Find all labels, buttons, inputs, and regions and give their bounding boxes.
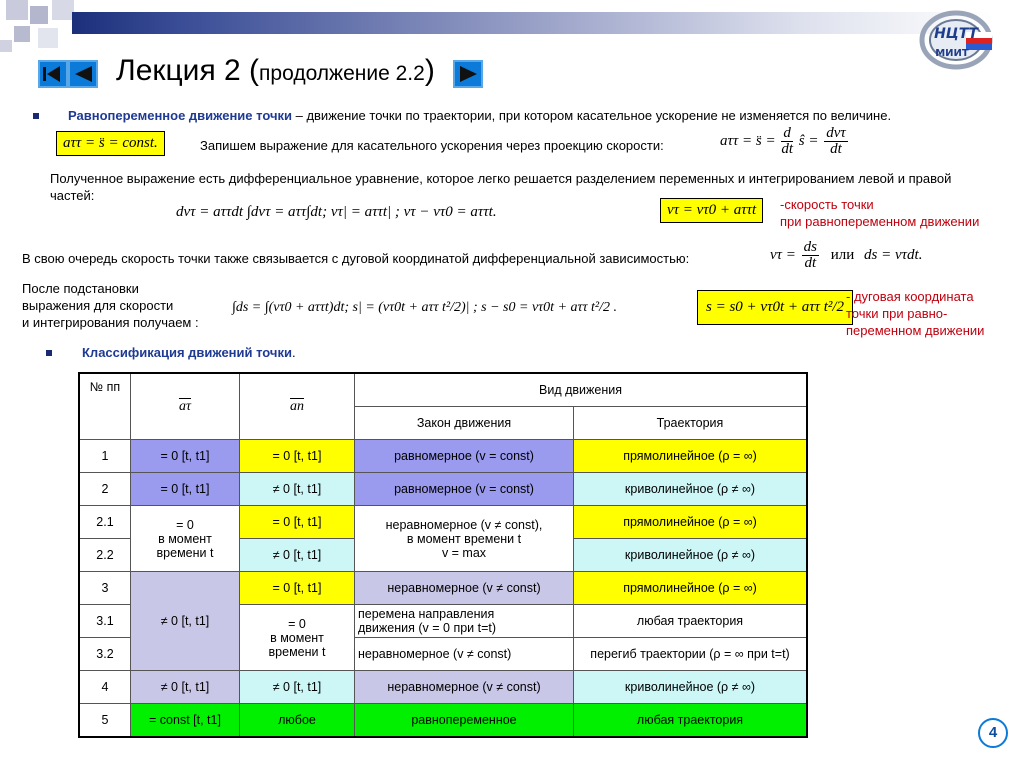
header-a-tau xyxy=(131,373,240,440)
formula-arc-lhs: vτ = xyxy=(770,246,796,263)
cell-a-n: любое xyxy=(240,704,355,738)
cell-trajectory: любая траектория xyxy=(574,704,808,738)
cell-a-tau: ≠ 0 [t, t1] xyxy=(131,671,240,704)
formula-substitution: ∫ds = ∫(vτ0 + aττt)dt; s| = (vτ0t + aττ t²/2)| ; s − s0 = vτ0t + aττ t²/2 . xyxy=(232,300,618,315)
header-a-tau-text: $\overline{a\tau}$ xyxy=(178,398,191,414)
cell-a-n: ≠ 0 [t, t1] xyxy=(240,473,355,506)
arrow-right-icon xyxy=(455,62,481,86)
title-close-paren: ) xyxy=(424,54,435,87)
frac-den-dt3: dt xyxy=(804,255,817,271)
cell-trajectory: криволинейное (ρ ≠ ∞) xyxy=(574,473,808,506)
cell-a-n: = 0 [t, t1] xyxy=(240,506,355,539)
bullet-marker-2 xyxy=(46,350,52,356)
cell-a-n: ≠ 0 [t, t1] xyxy=(240,671,355,704)
classification-title: Классификация движений точки xyxy=(82,345,292,360)
fraction-ds-dt xyxy=(802,240,819,271)
page-number: 4 xyxy=(978,718,1008,748)
formula-arc-or: или xyxy=(830,246,855,263)
title-open-paren: ( xyxy=(249,54,260,87)
cell-num: 3.1 xyxy=(79,605,131,638)
cell-trajectory: прямолинейное (ρ = ∞) xyxy=(574,572,808,605)
table-row xyxy=(79,506,807,539)
fraction-d-dt xyxy=(781,126,793,157)
logo xyxy=(916,8,996,72)
skip-back-icon xyxy=(40,62,66,86)
classification-table xyxy=(78,372,808,738)
cell-a-tau: = 0 в момент времени t xyxy=(131,506,240,572)
cell-a-n: = 0 [t, t1] xyxy=(240,572,355,605)
arc-coordinate-text: В свою очередь скорость точки также связывается с дуговой координатой дифференциальной зависимостью: xyxy=(22,251,690,266)
table-row xyxy=(79,671,807,704)
table-header-row xyxy=(79,373,807,407)
previous-slide-button[interactable] xyxy=(68,60,98,88)
bullet-definition xyxy=(68,107,988,124)
projection-text: Запишем выражение для касательного ускорения через проекцию скорости: xyxy=(200,138,664,153)
frac-den-dt2: dt xyxy=(830,141,842,157)
frac-den-dt: dt xyxy=(781,141,793,157)
header-num: № пп xyxy=(79,373,131,440)
substitution-text: После подстановки выражения для скорости и интегрирования получаем : xyxy=(22,281,199,330)
table-row xyxy=(79,572,807,605)
cell-trajectory: криволинейное (ρ ≠ ∞) xyxy=(574,671,808,704)
classification-title-tail: . xyxy=(291,345,296,360)
frac-num-ds: ds xyxy=(803,239,817,255)
cell-law: неравномерное (v ≠ const) xyxy=(355,671,574,704)
classification-heading xyxy=(82,344,296,361)
definition-term: Равнопеременное движение точки xyxy=(68,108,292,123)
cell-num: 1 xyxy=(79,440,131,473)
cell-law: равнопеременное xyxy=(355,704,574,738)
cell-trajectory: прямолинейное (ρ = ∞) xyxy=(574,440,808,473)
cell-law: равномерное (v = const) xyxy=(355,440,574,473)
cell-a-n: = 0 в момент времени t xyxy=(240,605,355,671)
table-row xyxy=(79,704,807,738)
cell-a-n: ≠ 0 [t, t1] xyxy=(240,539,355,572)
frac-num-dv: dvτ xyxy=(826,125,846,141)
cell-num: 2 xyxy=(79,473,131,506)
diff-equation-text: Полученное выражение есть дифференциальное уравнение, которое легко решается разделением переменных и интегрированием левой и правой частей: xyxy=(50,171,952,203)
table-row xyxy=(79,473,807,506)
title-main: Лекция 2 xyxy=(116,54,241,87)
formula-arc-rhs: ds = vτdt. xyxy=(864,246,923,263)
frac-num-d: d xyxy=(783,125,791,141)
page-title xyxy=(116,54,435,88)
formula-arc xyxy=(770,240,922,271)
cell-trajectory: перегиб траектории (ρ = ∞ при t=t) xyxy=(574,638,808,671)
cell-a-tau: ≠ 0 [t, t1] xyxy=(131,572,240,671)
cell-law: перемена направления движения (v = 0 при t=t) xyxy=(355,605,574,638)
formula-projection xyxy=(720,126,850,157)
header-trajectory: Траектория xyxy=(574,407,808,440)
cell-num: 3 xyxy=(79,572,131,605)
cell-a-tau: = 0 [t, t1] xyxy=(131,440,240,473)
cell-num: 2.2 xyxy=(79,539,131,572)
first-slide-button[interactable] xyxy=(38,60,68,88)
cell-law: неравномерное (v ≠ const) xyxy=(355,638,574,671)
definition-text: – движение точки по траектории, при котором касательное ускорение не изменяется по величине. xyxy=(291,108,892,123)
arrow-left-icon xyxy=(70,62,96,86)
cell-trajectory: прямолинейное (ρ = ∞) xyxy=(574,506,808,539)
cell-a-tau: = 0 [t, t1] xyxy=(131,473,240,506)
title-subtitle: продолжение 2.2 xyxy=(259,62,425,85)
cell-a-tau: = const [t, t1] xyxy=(131,704,240,738)
cell-law: неравномерное (v ≠ const) xyxy=(355,572,574,605)
cell-num: 2.1 xyxy=(79,506,131,539)
formula-const: aττ = s̈ = const. xyxy=(56,131,165,156)
note-arc: - дуговая координата точки при равно- переменном движении xyxy=(846,289,985,338)
header-a-n xyxy=(240,373,355,440)
cell-a-n: = 0 [t, t1] xyxy=(240,440,355,473)
formula-projection-mid: ŝ = xyxy=(798,132,819,149)
fraction-dv-dt xyxy=(824,126,848,157)
header-kind: Вид движения xyxy=(355,373,808,407)
next-slide-button[interactable] xyxy=(453,60,483,88)
cell-law: равномерное (v = const) xyxy=(355,473,574,506)
svg-text:НЦТТ: НЦТТ xyxy=(934,26,978,42)
formula-speed-result: vτ = vτ0 + aττt xyxy=(660,198,763,223)
cell-law: неравномерное (v ≠ const), в момент времени t v = max xyxy=(355,506,574,572)
formula-projection-lhs: aττ = s̈ = xyxy=(720,132,776,149)
header-law: Закон движения xyxy=(355,407,574,440)
header-a-n-text: $\overline{an}$ xyxy=(290,398,304,414)
svg-text:МИИТ: МИИТ xyxy=(935,48,969,59)
header-decoration xyxy=(0,0,80,60)
formula-arc-result: s = s0 + vτ0t + aττ t²/2 xyxy=(697,290,853,325)
cell-trajectory: криволинейное (ρ ≠ ∞) xyxy=(574,539,808,572)
cell-num: 5 xyxy=(79,704,131,738)
cell-num: 4 xyxy=(79,671,131,704)
note-speed: -скорость точки при равнопеременном движении xyxy=(780,197,980,229)
bullet-marker xyxy=(33,113,39,119)
cell-trajectory: любая траектория xyxy=(574,605,808,638)
header-bar xyxy=(72,12,992,34)
cell-num: 3.2 xyxy=(79,638,131,671)
formula-integration-chain: dvτ = aττdt ∫dvτ = aττ∫dt; vτ| = aττt| ; vτ − vτ0 = aττt. xyxy=(176,204,497,220)
table-row xyxy=(79,440,807,473)
